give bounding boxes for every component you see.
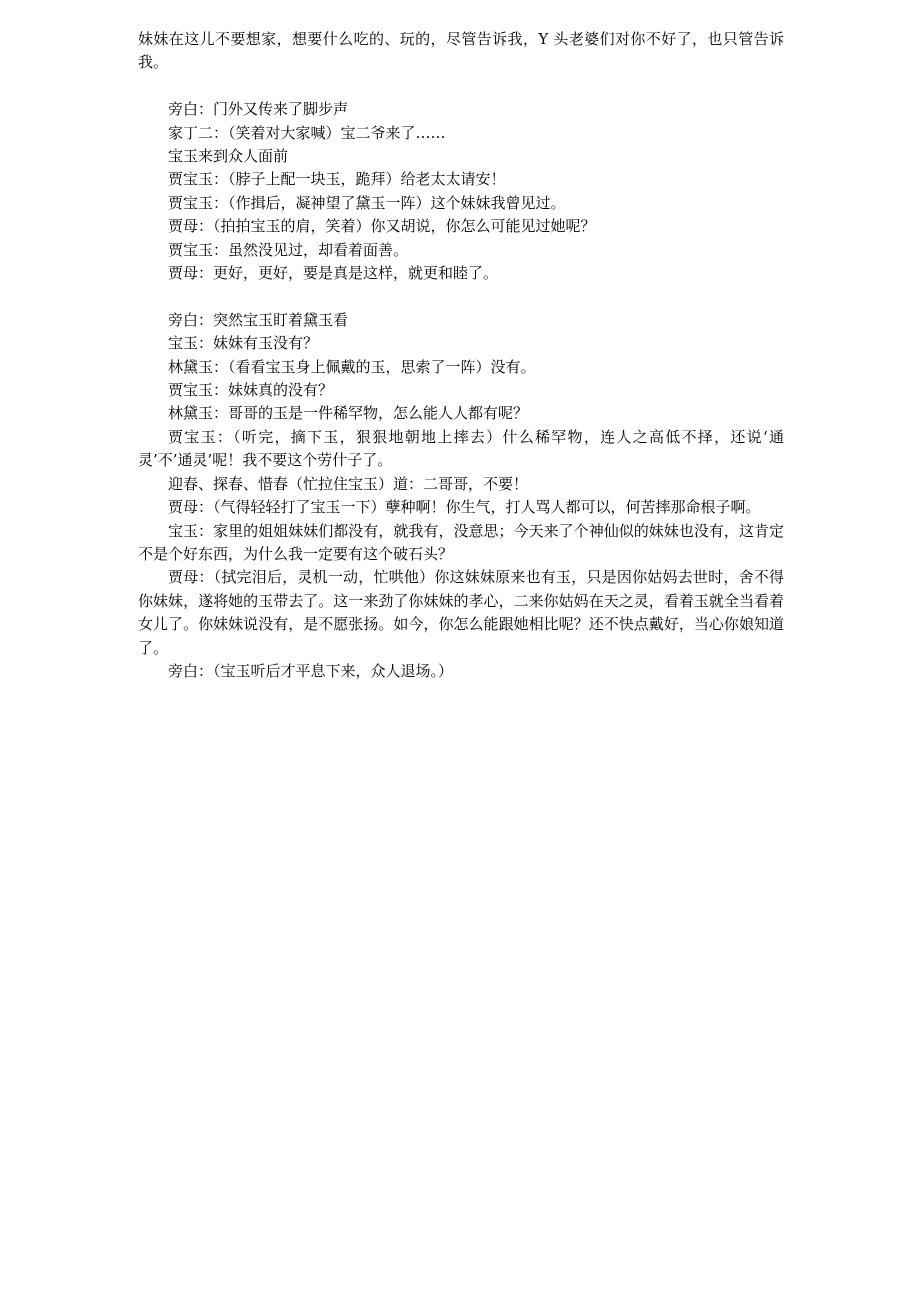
blank-line xyxy=(138,285,784,308)
paragraph-stage-direction: 宝玉来到众人面前 xyxy=(168,147,289,166)
paragraph-dialogue: 宝玉：妹妹有玉没有？ xyxy=(168,334,319,353)
paragraph-narration: 旁白：（宝玉听后才平息下来，众人退场。） xyxy=(168,661,454,680)
paragraph-continuation: 妹妹在这儿不要想家，想要什么吃的、玩的，尽管告诉我，Y 头老婆们对你不好了，也只管告诉我。 xyxy=(138,30,784,72)
paragraph-dialogue: 贾宝玉：（作揖后，凝神望了黛玉一阵）这个妹妹我曾见过。 xyxy=(168,193,566,212)
paragraph-dialogue: 贾母：更好，更好，要是真是这样，就更和睦了。 xyxy=(168,264,499,283)
paragraph-dialogue: 宝玉：家里的姐姐妹妹们都没有，就我有，没意思；今天来了个神仙似的妹妹也没有，这肯定不是个好东西，为什么我一定要有这个破石头？ xyxy=(138,521,784,563)
paragraph-dialogue: 迎春、探春、惜春（忙拉住宝玉）道：二哥哥，不要！ xyxy=(168,474,529,493)
paragraph-dialogue: 林黛玉：（看看宝玉身上佩戴的玉，思索了一阵）没有。 xyxy=(168,357,536,376)
paragraph-dialogue: 林黛玉：哥哥的玉是一件稀罕物，怎么能人人都有呢？ xyxy=(168,404,529,423)
paragraph-narration: 旁白：门外又传来了脚步声 xyxy=(168,100,349,119)
paragraph-dialogue: 贾宝玉：（脖子上配一块玉，跪拜）给老太太请安！ xyxy=(168,170,506,189)
blank-line xyxy=(138,75,784,98)
paragraph-dialogue: 贾母：（拍拍宝玉的肩，笑着）你又胡说，你怎么可能见过她呢？ xyxy=(168,217,596,236)
paragraph-dialogue: 贾宝玉：虽然没见过，却看着面善。 xyxy=(168,240,409,259)
document-body xyxy=(138,28,784,683)
paragraph-dialogue: 贾母：（气得轻轻打了宝玉一下）孽种啊！你生气，打人骂人都可以，何苦摔那命根子啊。 xyxy=(168,498,761,517)
paragraph-dialogue: 贾母：（拭完泪后，灵机一动，忙哄他）你这妹妹原来也有玉，只是因你姑妈去世时，舍不得你妹妹，遂将她的玉带去了。这一来劲了你妹妹的孝心，二来你姑妈在天之灵，看着玉就全当看着女儿了。你妹妹说没有，是不愿张扬。如今，你怎么能跟她相比呢？还不快点戴好，当心你娘知道了。 xyxy=(138,568,784,657)
paragraph-dialogue: 家丁二：（笑着对大家喊）宝二爷来了…… xyxy=(168,123,446,142)
paragraph-narration: 旁白：突然宝玉盯着黛玉看 xyxy=(168,310,349,329)
paragraph-dialogue: 贾宝玉：妹妹真的没有？ xyxy=(168,381,334,400)
paragraph-dialogue: 贾宝玉：（听完，摘下玉，狠狠地朝地上摔去）什么稀罕物，连人之高低不择，还说‘通灵’不’通灵’呢！我不要这个劳什子了。 xyxy=(138,427,784,470)
